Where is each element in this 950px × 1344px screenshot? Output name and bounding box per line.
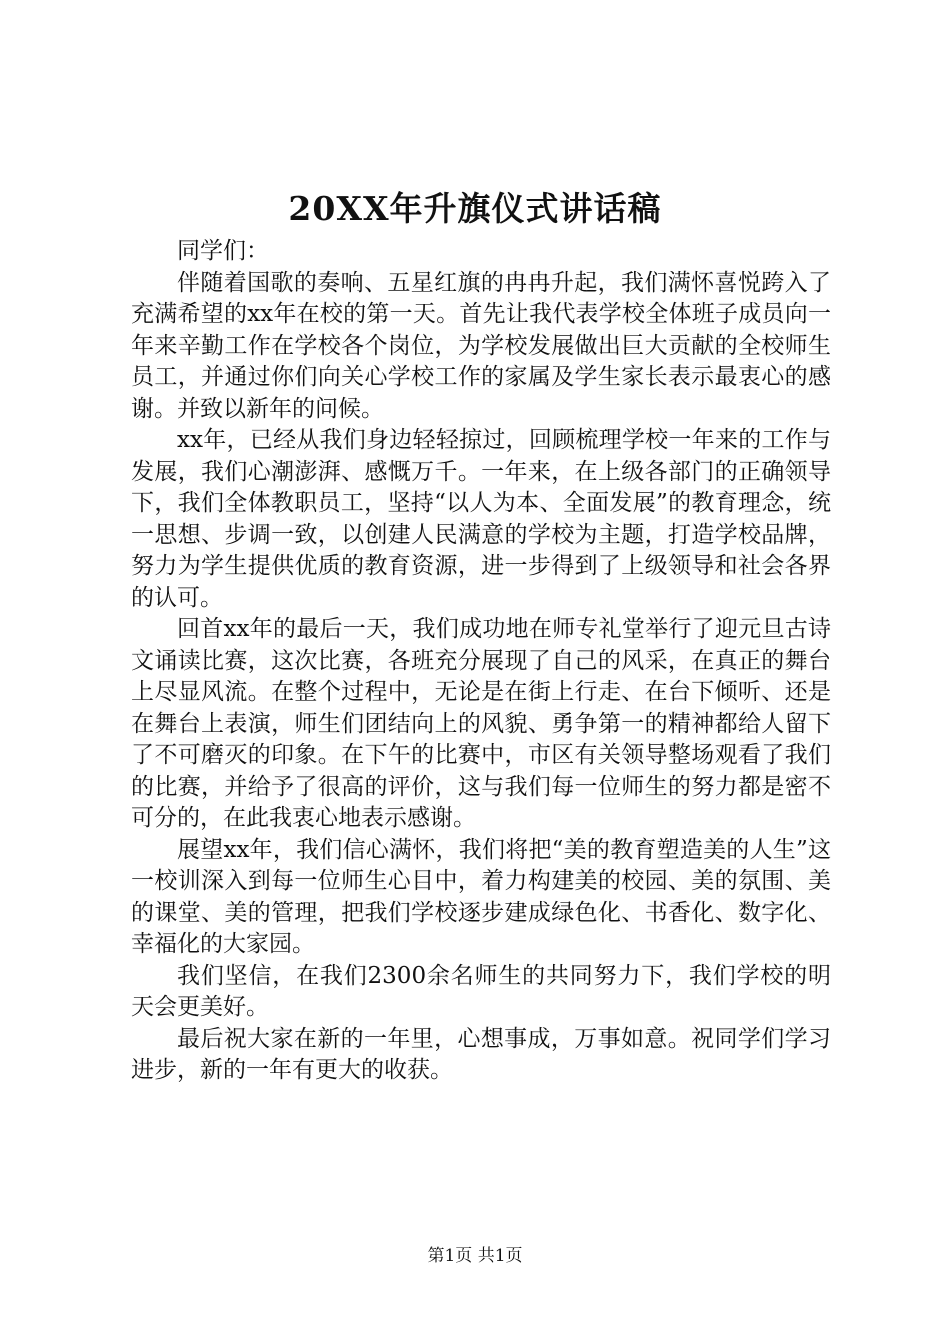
paragraph: 展望xx年，我们信心满怀，我们将把“美的教育塑造美的人生”这一校训深入到每一位师生心目中，着力构建美的校园、美的氛围、美的课堂、美的管理，把我们学校逐步建成绿色化、书香化、数字化、幸福化的大家园。	[131, 836, 831, 957]
paragraph: 伴随着国歌的奏响、五星红旗的冉冉升起，我们满怀喜悦跨入了充满希望的xx年在校的第一天。首先让我代表学校全体班子成员向一年来辛勤工作在学校各个岗位，为学校发展做出巨大贡献的全校师生员工，并通过你们向关心学校工作的家属及学生家长表示最衷心的感谢。并致以新年的问候。	[131, 269, 831, 422]
greeting: 同学们：	[177, 238, 269, 264]
paragraph: xx年，已经从我们身边轻轻掠过，回顾梳理学校一年来的工作与发展，我们心潮澎湃、感慨万千。一年来，在上级各部门的正确领导下，我们全体教职员工，坚持“以人为本、全面发展”的教育理念，统一思想、步调一致，以创建人民满意的学校为主题，打造学校品牌，努力为学生提供优质的教育资源，进一步得到了上级领导和社会各界的认可。	[131, 427, 831, 611]
document-body	[131, 236, 831, 1087]
page-indicator: 第1页 共1页	[427, 1246, 523, 1266]
paragraph: 最后祝大家在新的一年里，心想事成，万事如意。祝同学们学习进步，新的一年有更大的收获。	[131, 1025, 831, 1083]
paragraph: 回首xx年的最后一天，我们成功地在师专礼堂举行了迎元旦古诗文诵读比赛，这次比赛，各班充分展现了自己的风采，在真正的舞台上尽显风流。在整个过程中，无论是在街上行走、在台下倾听、还是在舞台上表演，师生们团结向上的风貌、勇争第一的精神都给人留下了不可磨灭的印象。在下午的比赛中，市区有关领导整场观看了我们的比赛，并给予了很高的评价，这与我们每一位师生的努力都是密不可分的，在此我衷心地表示感谢。	[131, 616, 831, 831]
paragraph: 我们坚信，在我们2300余名师生的共同努力下，我们学校的明天会更美好。	[131, 962, 831, 1020]
document-title: 20XX年升旗仪式讲话稿	[288, 189, 662, 228]
